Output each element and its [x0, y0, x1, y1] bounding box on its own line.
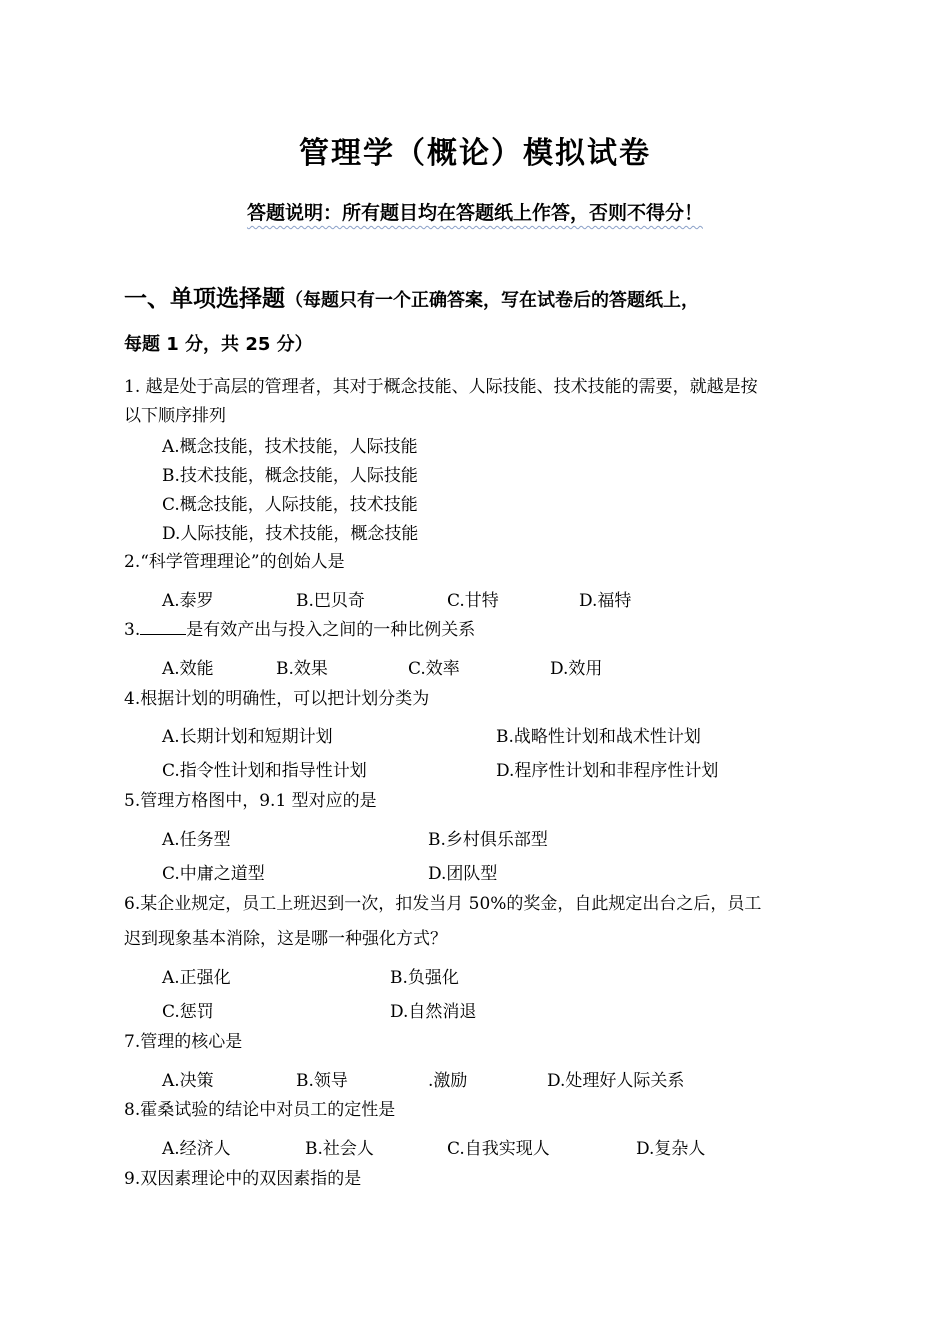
- question-4-option-b: B.战略性计划和战术性计划: [496, 727, 701, 747]
- question-8-option-a: A.经济人: [162, 1139, 231, 1159]
- question-8-option-b: B.社会人: [305, 1139, 374, 1159]
- question-3-option-d: D.效用: [550, 659, 603, 679]
- section-heading: [124, 280, 699, 313]
- question-4-option-c: C.指令性计划和指导性计划: [162, 761, 367, 781]
- question-7-option-b: B.领导: [296, 1071, 348, 1091]
- section-title: 一、单项选择题: [124, 286, 285, 312]
- question-3-option-c: C.效率: [408, 659, 460, 679]
- question-3-number: 3.: [124, 620, 141, 640]
- question-2-option-a: A.泰罗: [162, 591, 214, 611]
- question-4-stem: 4.根据计划的明确性，可以把计划分类为: [124, 689, 430, 709]
- question-5-stem: 5.管理方格图中，9.1 型对应的是: [124, 791, 377, 811]
- question-8-option-c: C.自我实现人: [447, 1139, 550, 1159]
- question-8-stem: 8.霍桑试验的结论中对员工的定性是: [124, 1100, 396, 1120]
- question-4-option-a: A.长期计划和短期计划: [162, 727, 333, 747]
- question-9-stem: 9.双因素理论中的双因素指的是: [124, 1169, 362, 1189]
- question-1-option-b: B.技术技能，概念技能，人际技能: [162, 466, 418, 486]
- question-4-option-d: D.程序性计划和非程序性计划: [496, 761, 719, 781]
- question-6-option-b: B.负强化: [390, 968, 459, 988]
- question-1-option-a: A.概念技能，技术技能，人际技能: [162, 437, 418, 457]
- question-1-option-c: C.概念技能，人际技能，技术技能: [162, 495, 418, 515]
- section-note-line2: 每题 1 分，共 25 分）: [124, 334, 313, 355]
- question-5-option-d: D.团队型: [428, 864, 498, 884]
- question-3-text: 是有效产出与投入之间的一种比例关系: [186, 620, 476, 640]
- question-2-option-d: D.福特: [579, 591, 632, 611]
- question-6-option-c: C.惩罚: [162, 1002, 214, 1022]
- question-5-option-b: B.乡村俱乐部型: [428, 830, 548, 850]
- question-6-stem-line1: 6.某企业规定，员工上班迟到一次，扣发当月 50%的奖金，自此规定出台之后，员工: [124, 894, 762, 914]
- question-3-stem: [124, 616, 475, 645]
- question-5-option-c: C.中庸之道型: [162, 864, 265, 884]
- question-8-option-d: D.复杂人: [636, 1139, 706, 1159]
- question-5-option-a: A.任务型: [162, 830, 231, 850]
- section-note-line1: （每题只有一个正确答案，写在试卷后的答题纸上，: [285, 290, 699, 311]
- answer-instruction-text: 答题说明：所有题目均在答题纸上作答，否则不得分！: [246, 202, 703, 224]
- question-2-option-b: B.巴贝奇: [296, 591, 365, 611]
- question-6-option-a: A.正强化: [162, 968, 231, 988]
- question-2-stem: 2.“科学管理理论”的创始人是: [124, 552, 345, 572]
- question-7-option-d: D.处理好人际关系: [547, 1071, 685, 1091]
- question-3-option-a: A.效能: [162, 659, 214, 679]
- answer-blank: [140, 618, 186, 635]
- exam-title: 管理学（概论）模拟试卷: [299, 136, 651, 171]
- question-6-option-d: D.自然消退: [390, 1002, 477, 1022]
- question-7-option-c: .激励: [428, 1071, 468, 1091]
- question-1-stem-line2: 以下顺序排列: [124, 406, 226, 426]
- question-7-stem: 7.管理的核心是: [124, 1032, 243, 1052]
- question-2-option-c: C.甘特: [447, 591, 499, 611]
- question-3-option-b: B.效果: [276, 659, 328, 679]
- question-1-stem-line1: 1. 越是处于高层的管理者，其对于概念技能、人际技能、技术技能的需要，就越是按: [124, 377, 758, 397]
- answer-instruction: [0, 198, 950, 225]
- question-7-option-a: A.决策: [162, 1071, 214, 1091]
- question-6-stem-line2: 迟到现象基本消除，这是哪一种强化方式？: [124, 929, 447, 949]
- question-1-option-d: D.人际技能，技术技能，概念技能: [162, 524, 419, 544]
